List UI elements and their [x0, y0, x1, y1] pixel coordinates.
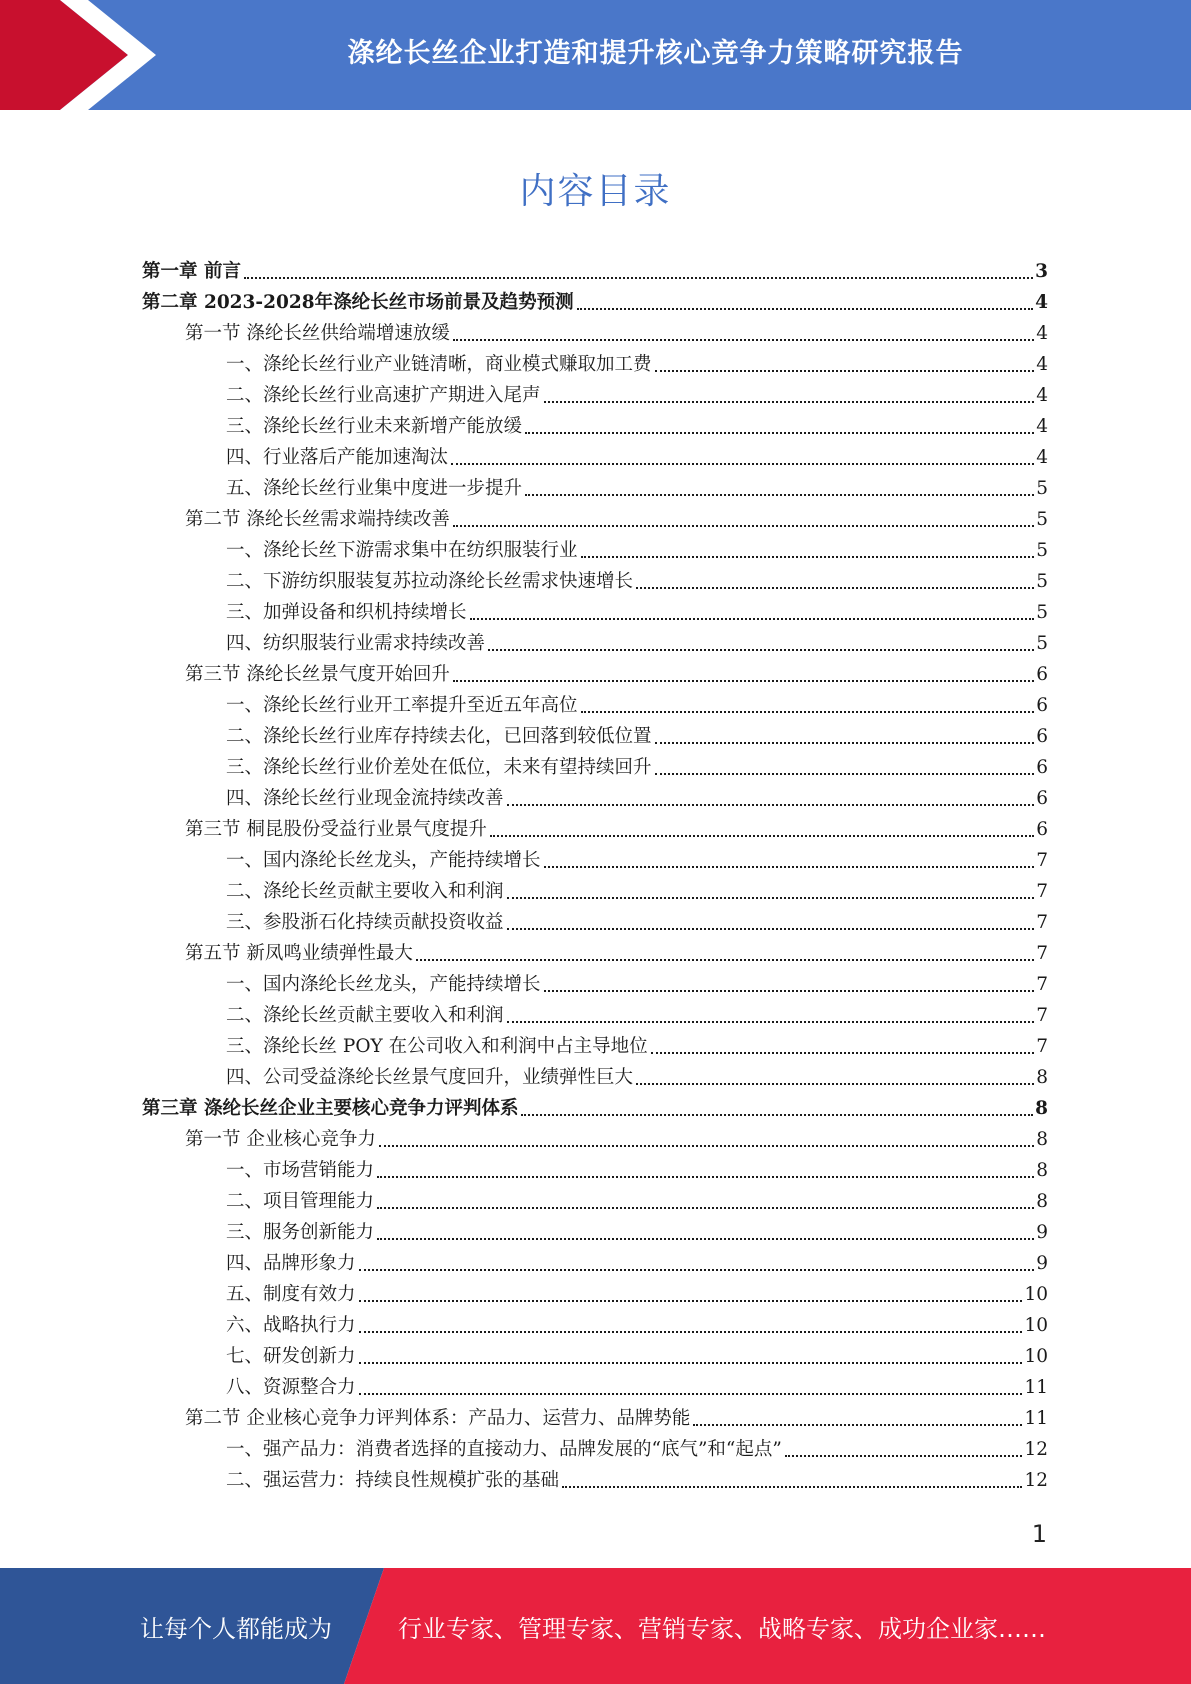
footer-slogan-right: 行业专家、管理专家、营销专家、战略专家、成功企业家……: [398, 1614, 1046, 1643]
toc-dot-leader: [416, 959, 1034, 961]
toc-entry-page: 4: [1036, 385, 1048, 406]
toc-entry-page: 6: [1036, 664, 1048, 685]
toc-entry[interactable]: [142, 811, 1048, 842]
toc-dot-leader: [470, 618, 1035, 620]
footer-band: [0, 1568, 1191, 1684]
toc-entry-label: 二、涤纶长丝贡献主要收入和利润: [226, 1005, 504, 1026]
toc-entry-page: 8: [1036, 1160, 1048, 1181]
toc-dot-leader: [544, 990, 1035, 992]
toc-entry[interactable]: [142, 687, 1048, 718]
toc-entry-label: 四、公司受益涤纶长丝景气度回升，业绩弹性巨大: [226, 1067, 634, 1088]
toc-entry-label: 二、强运营力：持续良性规模扩张的基础: [226, 1470, 560, 1491]
toc-dot-leader: [507, 1021, 1035, 1023]
toc-entry[interactable]: [142, 1214, 1048, 1245]
toc-entry[interactable]: [142, 1276, 1048, 1307]
toc-entry-label: 一、国内涤纶长丝龙头，产能持续增长: [226, 974, 541, 995]
toc-entry-label: 第二节 企业核心竞争力评判体系：产品力、运营力、品牌势能: [185, 1408, 691, 1429]
toc-entry-page: 3: [1035, 261, 1048, 282]
toc-entry-page: 5: [1036, 633, 1048, 654]
toc-entry-label: 第一节 涤纶长丝供给端增速放缓: [185, 323, 450, 344]
toc-dot-leader: [525, 494, 1034, 496]
toc-entry-label: 八、资源整合力: [226, 1377, 356, 1398]
toc-entry-label: 二、下游纺织服装复苏拉动涤纶长丝需求快速增长: [226, 571, 634, 592]
toc-entry[interactable]: [142, 935, 1048, 966]
toc-entry-page: 9: [1036, 1253, 1048, 1274]
toc-entry-page: 7: [1036, 1036, 1048, 1057]
toc-dot-leader: [785, 1455, 1023, 1457]
toc-entry-page: 6: [1036, 726, 1048, 747]
toc-entry-page: 5: [1036, 478, 1048, 499]
footer-slogan-left: 让每个人都能成为: [140, 1614, 332, 1643]
toc-dot-leader: [581, 556, 1035, 558]
toc-dot-leader: [636, 587, 1034, 589]
toc-entry-page: 5: [1036, 540, 1048, 561]
toc-entry[interactable]: [142, 532, 1048, 563]
toc-dot-leader: [488, 649, 1034, 651]
toc-dot-leader: [359, 1393, 1023, 1395]
toc-entry-page: 6: [1036, 788, 1048, 809]
toc-dot-leader: [655, 773, 1035, 775]
toc-entry-page: 6: [1036, 819, 1048, 840]
toc-entry-label: 四、涤纶长丝行业现金流持续改善: [226, 788, 504, 809]
toc-entry-page: 5: [1036, 602, 1048, 623]
toc-entry-label: 三、涤纶长丝行业价差处在低位，未来有望持续回升: [226, 757, 652, 778]
toc-entry-label: 第三节 涤纶长丝景气度开始回升: [185, 664, 450, 685]
toc-entry[interactable]: [142, 1369, 1048, 1400]
toc-entry-label: 三、加弹设备和织机持续增长: [226, 602, 467, 623]
toc-dot-leader: [377, 1238, 1034, 1240]
table-of-contents: [142, 253, 1048, 1493]
toc-entry-page: 6: [1036, 695, 1048, 716]
toc-entry[interactable]: [142, 1245, 1048, 1276]
toc-entry[interactable]: [142, 1090, 1048, 1121]
toc-entry[interactable]: [142, 1152, 1048, 1183]
toc-entry-page: 7: [1036, 850, 1048, 871]
toc-entry[interactable]: [142, 1028, 1048, 1059]
toc-entry-label: 一、强产品力：消费者选择的直接动力、品牌发展的“底气”和“起点”: [226, 1439, 782, 1460]
toc-entry-page: 7: [1036, 943, 1048, 964]
toc-entry-page: 8: [1036, 1067, 1048, 1088]
toc-dot-leader: [359, 1300, 1023, 1302]
toc-dot-leader: [544, 866, 1035, 868]
toc-dot-leader: [379, 1145, 1034, 1147]
toc-dot-leader: [525, 432, 1034, 434]
toc-entry[interactable]: [142, 625, 1048, 656]
toc-entry-page: 5: [1036, 509, 1048, 530]
toc-dot-leader: [453, 525, 1034, 527]
toc-entry[interactable]: [142, 1059, 1048, 1090]
toc-dot-leader: [490, 835, 1034, 837]
toc-dot-leader: [507, 928, 1035, 930]
toc-entry-label: 四、行业落后产能加速淘汰: [226, 447, 449, 468]
toc-dot-leader: [377, 1207, 1034, 1209]
toc-entry-page: 4: [1036, 447, 1048, 468]
toc-entry-label: 一、涤纶长丝下游需求集中在纺织服装行业: [226, 540, 578, 561]
toc-entry[interactable]: [142, 1462, 1048, 1493]
toc-entry-label: 三、涤纶长丝 POY 在公司收入和利润中占主导地位: [226, 1036, 648, 1057]
toc-entry-label: 三、服务创新能力: [226, 1222, 375, 1243]
toc-dot-leader: [562, 1486, 1022, 1488]
toc-entry-page: 11: [1024, 1408, 1048, 1429]
toc-entry-page: 8: [1036, 1191, 1048, 1212]
toc-entry-page: 11: [1024, 1377, 1048, 1398]
toc-entry-label: 一、国内涤纶长丝龙头，产能持续增长: [226, 850, 541, 871]
toc-entry[interactable]: [142, 470, 1048, 501]
header-band: [0, 0, 1191, 110]
toc-dot-leader: [577, 308, 1034, 310]
toc-entry-label: 三、参股浙石化持续贡献投资收益: [226, 912, 504, 933]
toc-dot-leader: [651, 1052, 1035, 1054]
toc-entry-page: 6: [1036, 757, 1048, 778]
toc-entry[interactable]: [142, 1183, 1048, 1214]
toc-dot-leader: [359, 1269, 1035, 1271]
toc-entry-page: 12: [1024, 1470, 1048, 1491]
toc-entry-page: 8: [1036, 1129, 1048, 1150]
toc-entry[interactable]: [142, 904, 1048, 935]
toc-entry[interactable]: [142, 501, 1048, 532]
toc-entry-label: 四、品牌形象力: [226, 1253, 356, 1274]
toc-entry[interactable]: [142, 718, 1048, 749]
toc-entry-label: 第一章 前言: [142, 261, 241, 282]
toc-entry[interactable]: [142, 439, 1048, 470]
toc-dot-leader: [521, 1114, 1033, 1116]
toc-entry-page: 4: [1035, 292, 1048, 313]
toc-entry-label: 二、涤纶长丝行业库存持续去化，已回落到较低位置: [226, 726, 652, 747]
toc-entry[interactable]: [142, 594, 1048, 625]
toc-entry-label: 六、战略执行力: [226, 1315, 356, 1336]
toc-entry[interactable]: [142, 1431, 1048, 1462]
toc-dot-leader: [581, 711, 1035, 713]
toc-entry-label: 第三章 涤纶长丝企业主要核心竞争力评判体系: [142, 1098, 519, 1119]
toc-entry[interactable]: [142, 873, 1048, 904]
toc-entry-page: 4: [1036, 354, 1048, 375]
toc-entry-label: 第五节 新凤鸣业绩弹性最大: [185, 943, 413, 964]
toc-entry[interactable]: [142, 1307, 1048, 1338]
toc-entry-label: 第一节 企业核心竞争力: [185, 1129, 376, 1150]
toc-entry[interactable]: [142, 749, 1048, 780]
toc-entry-label: 一、涤纶长丝行业产业链清晰，商业模式赚取加工费: [226, 354, 652, 375]
toc-entry-page: 5: [1036, 571, 1048, 592]
toc-entry-label: 四、纺织服装行业需求持续改善: [226, 633, 486, 654]
toc-entry[interactable]: [142, 284, 1048, 315]
toc-entry[interactable]: [142, 966, 1048, 997]
toc-entry[interactable]: [142, 346, 1048, 377]
toc-entry-page: 8: [1035, 1098, 1048, 1119]
toc-dot-leader: [453, 339, 1034, 341]
toc-entry-page: 7: [1036, 881, 1048, 902]
toc-dot-leader: [244, 277, 1033, 279]
toc-entry[interactable]: [142, 1338, 1048, 1369]
toc-entry[interactable]: [142, 656, 1048, 687]
toc-entry-page: 4: [1036, 323, 1048, 344]
toc-dot-leader: [636, 1083, 1034, 1085]
toc-entry[interactable]: [142, 315, 1048, 346]
toc-entry[interactable]: [142, 253, 1048, 284]
document-title: 涤纶长丝企业打造和提升核心竞争力策略研究报告: [347, 37, 964, 69]
toc-entry-label: 二、涤纶长丝行业高速扩产期进入尾声: [226, 385, 541, 406]
toc-dot-leader: [655, 370, 1035, 372]
toc-heading: 内容目录: [519, 171, 672, 212]
toc-entry[interactable]: [142, 408, 1048, 439]
toc-dot-leader: [377, 1176, 1034, 1178]
page-number: 1: [1031, 1520, 1047, 1548]
toc-entry[interactable]: [142, 1400, 1048, 1431]
toc-entry-label: 七、研发创新力: [226, 1346, 356, 1367]
toc-entry-label: 五、制度有效力: [226, 1284, 356, 1305]
toc-entry-label: 二、涤纶长丝贡献主要收入和利润: [226, 881, 504, 902]
toc-dot-leader: [453, 680, 1034, 682]
toc-entry-label: 第二章 2023-2028年涤纶长丝市场前景及趋势预测: [142, 292, 574, 313]
toc-entry[interactable]: [142, 563, 1048, 594]
toc-dot-leader: [544, 401, 1035, 403]
toc-entry-page: 4: [1036, 416, 1048, 437]
toc-entry-page: 10: [1024, 1284, 1048, 1305]
toc-dot-leader: [359, 1362, 1023, 1364]
toc-dot-leader: [693, 1424, 1022, 1426]
toc-entry-page: 12: [1024, 1439, 1048, 1460]
toc-entry-page: 10: [1024, 1346, 1048, 1367]
toc-entry-label: 第二节 涤纶长丝需求端持续改善: [185, 509, 450, 530]
toc-entry[interactable]: [142, 1121, 1048, 1152]
toc-entry[interactable]: [142, 842, 1048, 873]
toc-entry-label: 一、市场营销能力: [226, 1160, 375, 1181]
toc-entry[interactable]: [142, 377, 1048, 408]
toc-entry[interactable]: [142, 780, 1048, 811]
toc-entry[interactable]: [142, 997, 1048, 1028]
toc-dot-leader: [655, 742, 1035, 744]
toc-entry-page: 7: [1036, 1005, 1048, 1026]
toc-dot-leader: [451, 463, 1034, 465]
toc-entry-page: 7: [1036, 974, 1048, 995]
toc-entry-label: 第三节 桐昆股份受益行业景气度提升: [185, 819, 487, 840]
toc-entry-page: 10: [1024, 1315, 1048, 1336]
toc-entry-label: 一、涤纶长丝行业开工率提升至近五年高位: [226, 695, 578, 716]
toc-entry-page: 7: [1036, 912, 1048, 933]
toc-entry-label: 五、涤纶长丝行业集中度进一步提升: [226, 478, 523, 499]
toc-dot-leader: [507, 897, 1035, 899]
toc-entry-label: 二、项目管理能力: [226, 1191, 375, 1212]
toc-dot-leader: [507, 804, 1035, 806]
toc-dot-leader: [359, 1331, 1023, 1333]
toc-entry-label: 三、涤纶长丝行业未来新增产能放缓: [226, 416, 523, 437]
toc-entry-page: 9: [1036, 1222, 1048, 1243]
